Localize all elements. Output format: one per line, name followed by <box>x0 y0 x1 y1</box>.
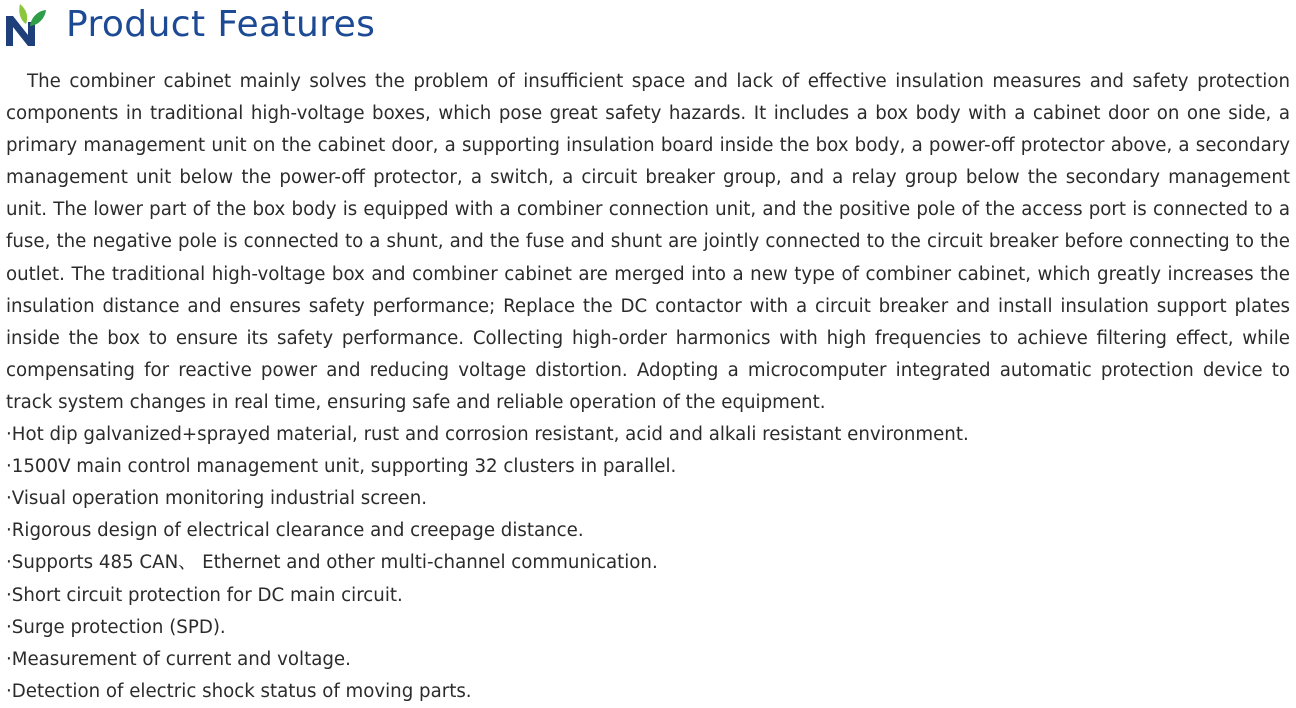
logo-leaf-right <box>30 10 46 26</box>
intro-paragraph: The combiner cabinet mainly solves the problem of insufficient space and lack of effective insulation measures and safety protection components in traditional high-voltage boxes, which pose great safety hazards. It includes a box body with a cabinet door on one side, a primary management unit on the cabinet door, a supporting insulation board inside the box body, a power-off protector above, a secondary management unit below the power-off protector, a switch, a circuit breaker group, and a relay group below the secondary management unit. The lower part of the box body is equipped with a combiner connection unit, and the positive pole of the access port is connected to a fuse, the negative pole is connected to a shunt, and the fuse and shunt are jointly connected to the circuit breaker before connecting to the outlet. The traditional high-voltage box and combiner cabinet are merged into a new type of combiner cabinet, which greatly increases the insulation distance and ensures safety performance; Replace the DC contactor with a circuit breaker and install insulation support plates inside the box to ensure its safety performance. Collecting high-order harmonics with high frequencies to achieve filtering effect, while compensating for reactive power and reducing voltage distortion. Adopting a microcomputer integrated automatic protection device to track system changes in real time, ensuring safe and reliable operation of the equipment. <box>6 71 1290 413</box>
section-header <box>4 2 375 48</box>
page-title: Product Features <box>66 4 376 45</box>
features-list <box>6 419 1290 708</box>
features-content <box>6 66 1290 708</box>
brand-logo-icon <box>4 2 50 48</box>
feature-item: ·Rigorous design of electrical clearance and creepage distance. <box>6 520 584 542</box>
feature-item: ·Visual operation monitoring industrial screen. <box>6 488 428 510</box>
feature-item: ·Detection of electric shock status of moving parts. <box>6 680 472 702</box>
feature-item: ·Measurement of current and voltage. <box>6 648 351 670</box>
logo-leaf-left <box>19 4 27 24</box>
logo-letter-shape <box>6 16 35 46</box>
feature-item: ·Surge protection (SPD). <box>6 616 226 638</box>
feature-item: ·Hot dip galvanized+sprayed material, rust and corrosion resistant, acid and alkali resistant environment. <box>6 424 969 446</box>
feature-item: ·1500V main control management unit, supporting 32 clusters in parallel. <box>6 456 677 478</box>
feature-item: ·Short circuit protection for DC main circuit. <box>6 584 403 606</box>
feature-item: ·Supports 485 CAN、 Ethernet and other multi-channel communication. <box>6 552 658 574</box>
